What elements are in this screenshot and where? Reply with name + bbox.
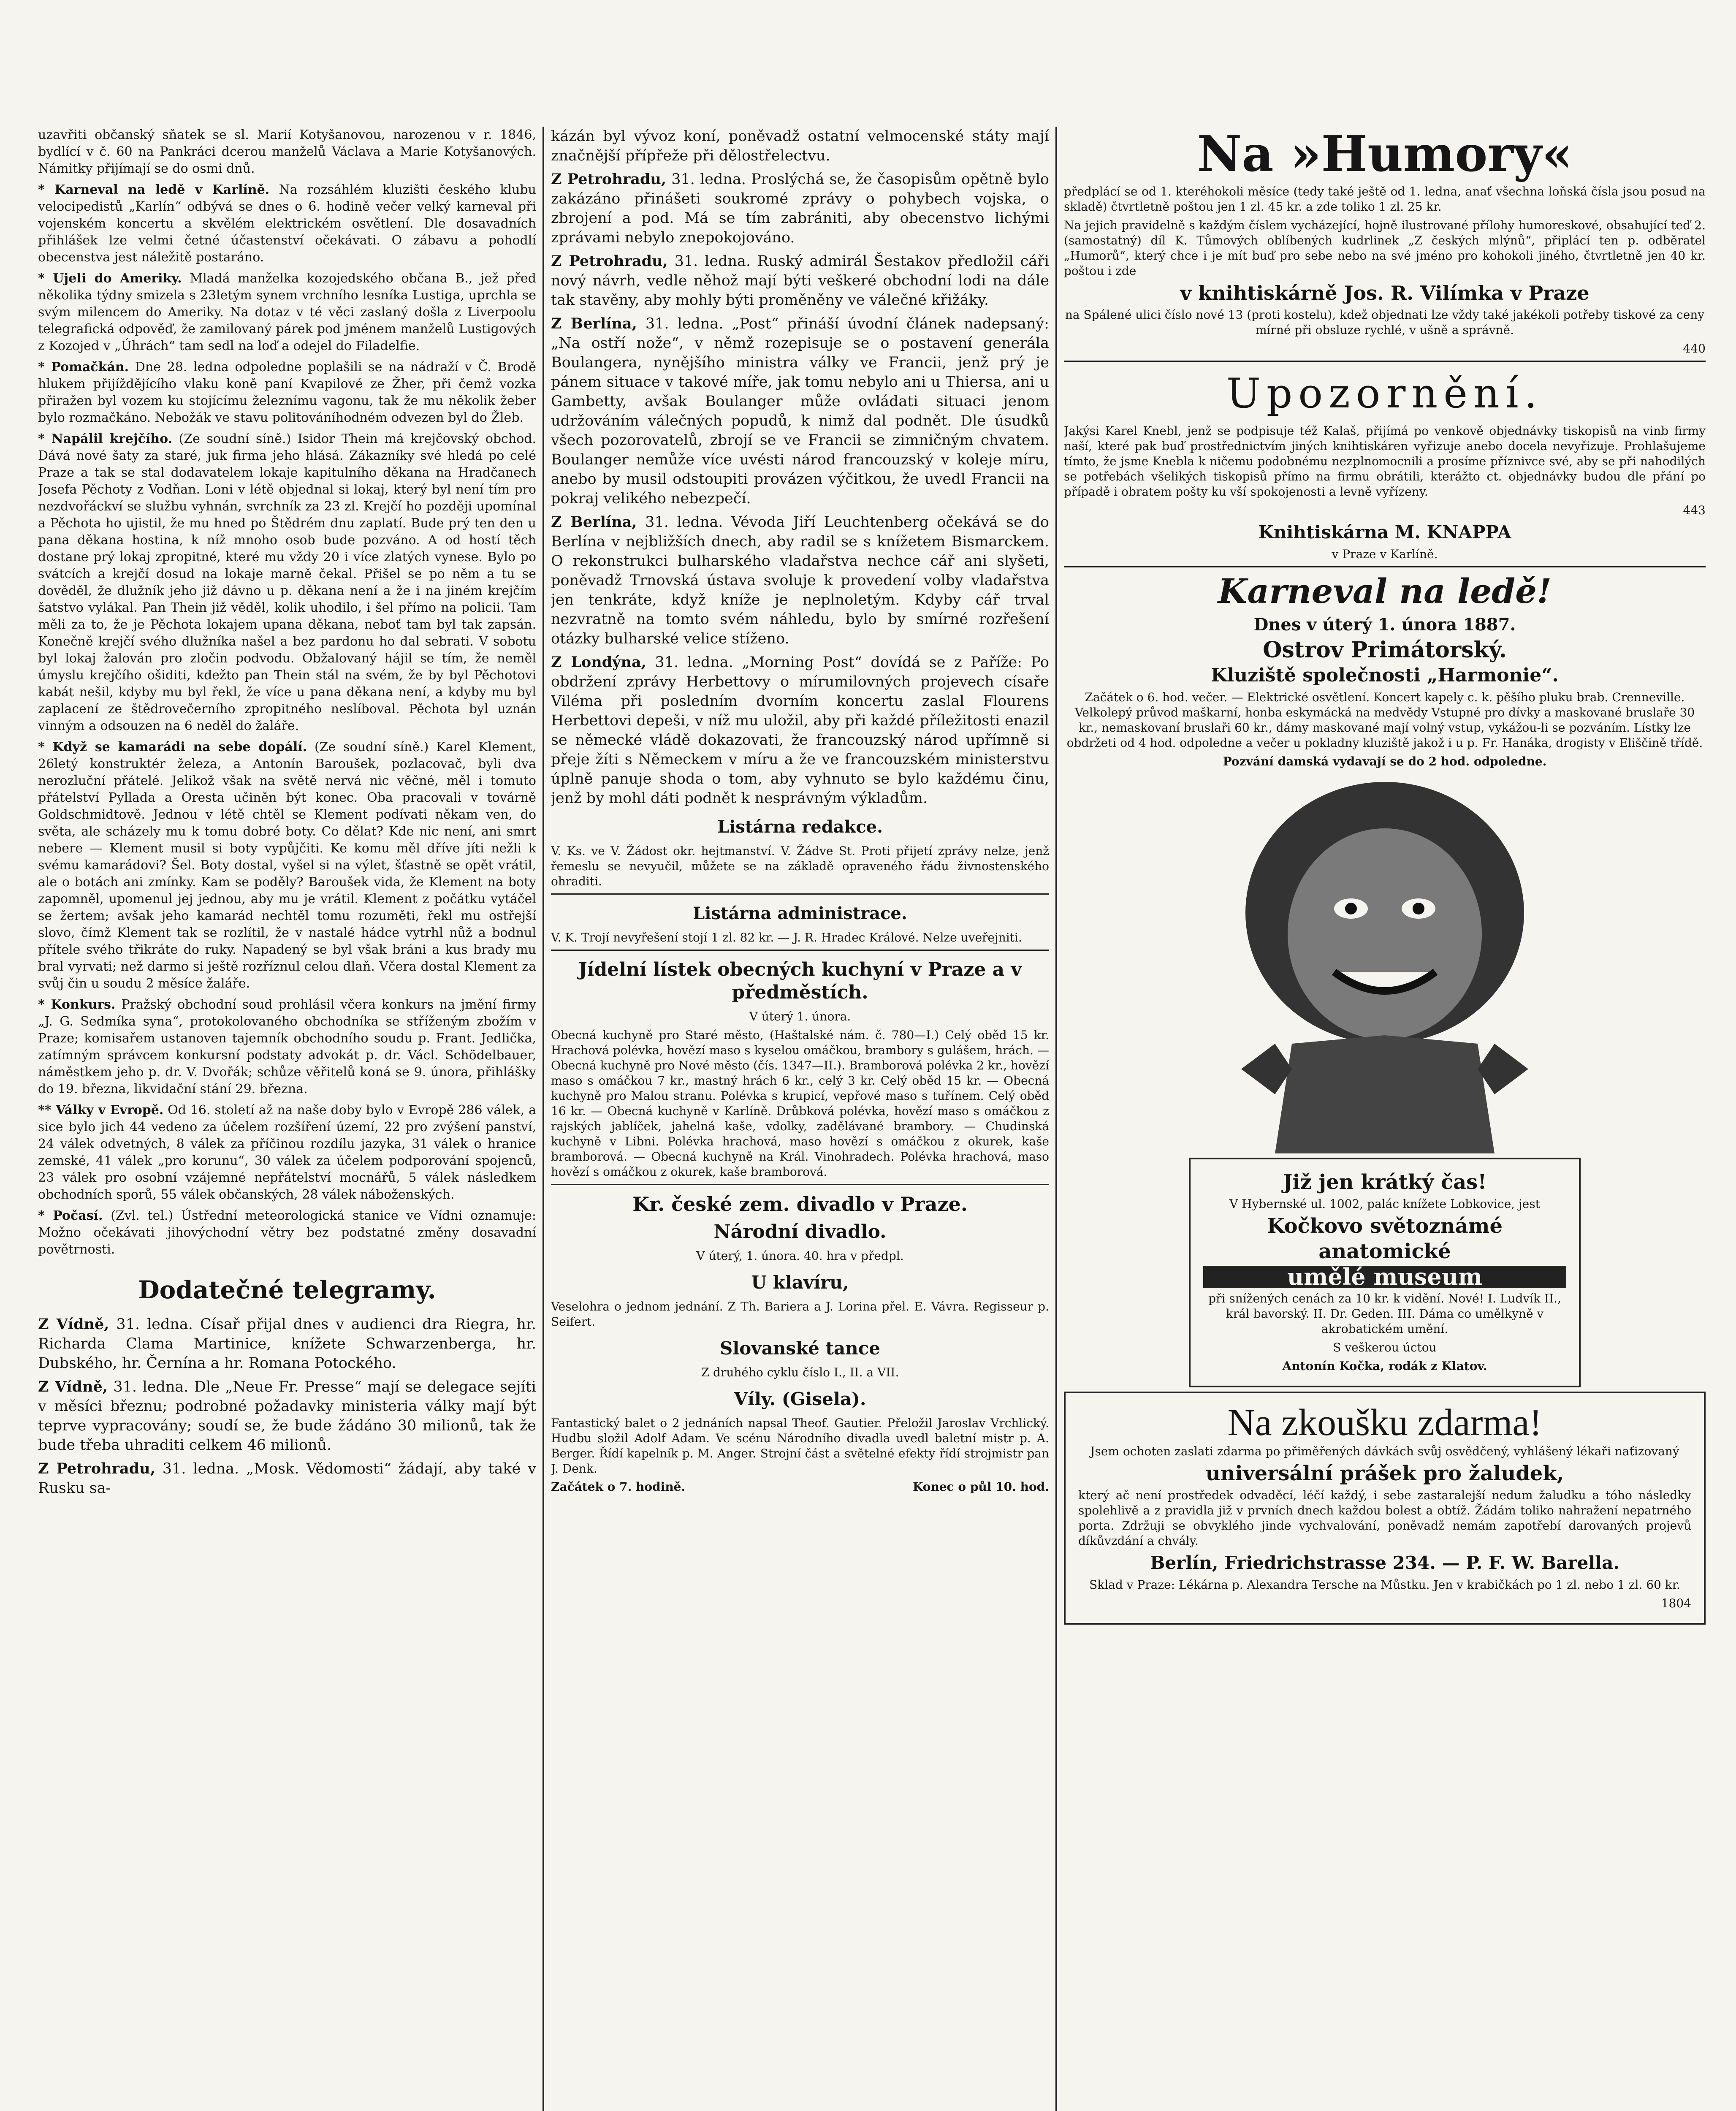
news-item <box>38 182 536 266</box>
news-item-text: (Ze soudní síně.) Karel Klement, 26letý konstruktér železa, a Antonín Baroušek, pozlacovač, byli dva nerozluční přátelé. Jelikož však na světě nervá nic věčné, měl i tomuto přátelství Pyllada a Oresta učiněn být konec. Oba pracovali v továrně Goldschmidtově. Jednou v létě chtěl se Klement podívati někam ven, do světa, ale scházely mu k tomu dobré boty. Co dělat? Kde nic není, ani smrt nebere — Klement musil si boty vypůjčiti. Ke komu měl dříve jíti nežli k svému kamarádovi? Šel. Boty dostal, vyšel si na výlet, šťastně se opět vrátil, ale o botách ani zmínky. Kam se poděly? Baroušek vida, že Klement na boty zapomněl, upomenul jej jednou, aby mu je vrátil. Klement z počátku vytáčel se žertem; avšak jeho kamarád nechtěl tomu rozuměti, řekl mu ostřejší slovo, čímž Klement tak se rozlítil, že v nastalé hádce vytrhl nůž a bodnul přítele svého třikráte do ruky. Napadený se byl však bráni a kus brady mu bral vyrvati; než darmo si ještě rozříznul celou dlaň. Včera dostal Klement za svůj čin u soudu 2 měsíce žaláře. <box>38 740 536 991</box>
news-item <box>38 127 536 177</box>
telegram-place: Z Vídně, <box>38 1316 109 1333</box>
telegram-place: Z Petrohradu, <box>551 171 667 188</box>
ad-number: 440 <box>1683 342 1706 355</box>
telegram-place: Z Vídně, <box>38 1378 108 1395</box>
telegrams-heading: Dodatečné telegramy. <box>138 1275 436 1304</box>
telegram-text: 31. ledna. Dle „Neue Fr. Presse“ mají se delegace sejíti v měsíci březnu; podrobné požadavky ministeria války mají být teprve vypracovány; soudí se, že bude žádáno 30 milionů, tak že bude třeba uhraditi celkem 46 milionů. <box>38 1378 536 1454</box>
play-description: Veselohra o jednom jednání. Z Th. Bariera a J. Lorina přel. E. Vávra. Regisseur p. Seifert. <box>551 1300 1049 1329</box>
jidelni-listek-heading: Jídelní lístek obecných kuchyní v Praze a v předměstích. <box>578 959 1022 1003</box>
upozorneni-text: Jakýsi Karel Knebl, jenž se podpisuje též Kalaš, přijímá po venkově objednávky tiskopisů na vinb firmy naší, které pak buď prostřednictvím jiných knihtiskáren vyřizuje anebo docela nevyřizuje. Prohlašujeme tímto, že jsme Knebla k ničemu podobnému nezplnomocnili a prosíme příznivce své, aby se při nahodilých se potřebách všelikých tiskopisů přímo na firmu obrátili, kterážto ct. objednávky budou dle přání po případě i obratem pošty ku vší spokojenosti a levně vyřízeny. <box>1064 424 1706 499</box>
telegram-text: 31. ledna. „Post“ přináší úvodní článek nadepsaný: „Na ostří nože“, v němž rozepisuje se o postavení generála Boulangera, nynějšího ministra války ve Francii, jenž prý je pánem situace v takové míře, jak tomu nebylo ani u Thiersa, ani u Gambetty, avšak Boulanger může ovládati situaci jenom udržováním válečných popudů, k nimž dal podnět. Dle úsudků všech pozorovatelů, zbrojí se ve Francii se zimničným chvatem. Boulanger nemůže více uvésti národ francouzský v koleje míru, anebo by musil odstoupiti provázen výčitkou, že uvedl Francii na pokraj velikého nebezpečí. <box>551 315 1049 507</box>
theatre-subheading: Národní divadlo. <box>713 1221 887 1243</box>
telegram-item <box>551 653 1049 808</box>
news-item-text: uzavřiti občanský sňatek se sl. Marií Kotyšanovou, narozenou v r. 1846, bydlící v č. 60 na Pankráci dcerou manželů Václava a Marie Kotyšanových. Námitky přijímají se do osmi dnů. <box>38 128 536 176</box>
news-item-text: Od 16. století až na naše doby bylo v Evropě 286 válek, a sice bylo jich 44 vedeno za účelem rozšíření území, 22 pro zvýšení panství, 24 válek odvetných, 8 válek za příčinou rozdílu jazyka, 31 válek o hranice zemské, 41 válek „pro korunu“, 30 válek za účelem podporování spojenců, 23 válek pro osobní vzájemné nepřátelství mocnářů, 5 válek následkem obchodních sporů, 55 válek občanských, 28 válek náboženských. <box>38 1103 536 1202</box>
theatre-end: Konec o půl 10. hod. <box>913 1480 1049 1494</box>
ad-number: 1804 <box>1661 1596 1691 1610</box>
jidelni-listek-day: V úterý 1. února. <box>749 1009 851 1023</box>
telegram-text: 31. ledna. Císař přijal dnes v audienci dra Riegra, hr. Richarda Clama Martinice, knížete Schwarzenberga, hr. Dubského, hr. Černína a hr. Romana Potockého. <box>38 1316 536 1372</box>
humory-banner: Na »Humory« <box>1197 127 1573 183</box>
news-item <box>38 1102 536 1203</box>
karneval-text: Začátek o 6. hod. večer. — Elektrické osvětlení. Koncert kapely c. k. pěšího pluku brab. Crenneville. Velkolepý průvod maškarní, honba eskymácká na medvědy Vstupné pro dívky a maskované bruslaře 30 kr., nemaskovaní bruslaři 60 kr., dámy maskované mají volný vstup, vykážou-li se pozváním. Lístky lze obdržeti od 4 hod. odpoledne a večer u pokladny kluziště jakož i u p. Fr. Hanáka, drogisty v Eliščině třídě. <box>1066 690 1703 750</box>
telegram-place: Z Petrohradu, <box>551 252 668 270</box>
telegram-place: Z Petrohradu, <box>38 1460 155 1477</box>
play-title: Slovanské tance <box>720 1338 880 1359</box>
news-item-lead: * Počasí. <box>38 1208 103 1223</box>
theatre-heading: Kr. české zem. divadlo v Praze. <box>632 1193 968 1216</box>
telegram-place: Z Londýna, <box>551 654 646 671</box>
karneval-date: Dnes v úterý 1. února 1887. <box>1253 615 1516 635</box>
museum-name: umělé museum <box>1203 1266 1566 1288</box>
news-item-lead: * Ujeli do Ameriky. <box>38 271 182 286</box>
news-item <box>38 739 536 992</box>
news-item <box>38 431 536 735</box>
listarna-admin-heading: Listárna administrace. <box>693 904 907 923</box>
listarna-admin-text: V. K. Trojí nevyřešení stojí 1 zl. 82 kr. — J. R. Hradec Králové. Nelze uveřejniti. <box>551 931 1022 944</box>
telegram-item <box>551 170 1049 247</box>
firm-location: v Praze v Karlíně. <box>1332 547 1438 561</box>
telegram-list <box>38 1315 536 1498</box>
museum-line: Již jen krátký čas! <box>1283 1170 1487 1194</box>
play-title: U klavíru, <box>751 1272 849 1293</box>
listarna-redakce-text: V. Ks. ve V. Žádost okr. hejtmanství. V. Žádve St. Proti přijetí zprávy nelze, jenž řemeslu se nevyučil, můžete se na základě opraveného řádu živnostenského ohraditi. <box>551 844 1049 888</box>
news-item <box>38 359 536 426</box>
museum-line: Kočkovo světoznámé <box>1267 1214 1503 1238</box>
news-item-text: Pražský obchodní soud prohlásil včera konkurs na jmění firmy „J. G. Sedmíka syna“, protokolovaného obchodníka se stříženým zbožím v Praze; komisařem ustanoven tajemník obchodního soudu p. Frant. Jedlička, zatímným správcem konkursní podstaty advokát p. dr. Václ. Schödelbauer, náměstkem jeho p. dr. V. Dvořák; schůze věřitelů koná se 9. února, přihlášky do 19. března, likvidační stání 29. března. <box>38 997 536 1096</box>
telegram-item <box>551 314 1049 508</box>
column-middle <box>551 127 1049 2111</box>
telegram-place: Z Berlína, <box>551 315 637 332</box>
telegram-item <box>38 1377 536 1455</box>
news-items <box>38 127 536 1258</box>
karneval-note: Pozvání damská vydavají se do 2 hod. odpoledne. <box>1223 754 1547 768</box>
play-description: Z druhého cyklu číslo I., II. a VII. <box>701 1365 899 1379</box>
telegram-text: 31. ledna. Ruský admirál Šestakov předložil cáři nový návrh, vedle něhož mají býti veškeré obchodní lodi na dále tak stavěny, aby mohly býti proměněny ve válečné křižáky. <box>551 253 1049 309</box>
play-description: Fantastický balet o 2 jednáních napsal Theof. Gautier. Přeložil Jaroslav Vrchlický. Hudbu složil Adolf Adam. Ve scénu Národního divadla uvedl baletní mistr p. A. Berger. Řídí kapelník p. M. Anger. Strojní část a světelné efekty řídí strojmistr pan J. Denk. <box>551 1416 1049 1476</box>
newspaper-page <box>38 127 1706 2111</box>
news-item-text: Na rozsáhlém kluzišti českého klubu velocipedistů „Karlín“ odbývá se dnes o 6. hodině večer velký karneval při vojenském koncertu a skvělém elektrickém osvětlení. Dle dosavadních přihlášek lze velmi četné účastenství očekávati. O zábavu a pohodlí obecenstva jest náležitě postaráno. <box>38 182 536 265</box>
news-item-lead: * Karneval na ledě v Karlíně. <box>38 182 270 197</box>
news-item-text: (Zvl. tel.) Ústřední meteorologická stanice ve Vídni oznamuje: Možno očekávati jihovýchodní větry bez podstatné změny dosavadní povětrnosti. <box>38 1208 536 1257</box>
telegram-text: 31. ledna. „Morning Post“ dovídá se z Paříže: Po obdržení zprávy Herbettovy o mírumilovných projevech císaře Viléma při posledním dvorním koncertu zaslal Flourens Herbettovi depeši, v níž mu uložil, aby při každé příležitosti enazil se německé vládě dokazovati, že francouzský národ upřímně si přeje žíti s Německem v míru a že ve francouzském ministerstvu úplně panuje shoda o tom, aby vyhnuto se bylo každému činu, jenž by mohl dáti podnět k nesprávným výkladům. <box>551 654 1049 807</box>
news-item <box>38 996 536 1098</box>
printer-name: v knihtiskárně Jos. R. Vilímka v Praze <box>1180 282 1590 304</box>
humory-text: předplácí se od 1. kteréhokoli měsíce (tedy také ještě od 1. ledna, anať všechna loňská čísla jsou posud na skladě) čtvrtletně poštou jen 1 zl. 45 kr. a zde toliko 1 zl. 25 kr. <box>1064 185 1706 214</box>
telegram-text: kázán byl vývoz koní, poněvadž ostatní velmocenské státy mají značnější přípřeže při dělostřelectvu. <box>551 128 1049 164</box>
news-item-lead: ** Války v Evropě. <box>38 1103 164 1118</box>
museum-address: V Hybernské ul. 1002, palác knížete Lobkovice, jest <box>1229 1197 1540 1211</box>
museum-text: při snížených cenách za 10 kr. k vidění. Nové! I. Ludvík II., král bavorský. II. Dr. Geden. III. Dáma co umělkyně v akrobatickém umění. <box>1208 1292 1561 1336</box>
divider <box>1064 566 1706 567</box>
column-left <box>38 127 536 2111</box>
zkousku-text: Jsem ochoten zaslati zdarma po přiměřených dávkách svůj osvědčený, vyhlášený lékaři naťizovaný <box>1090 1444 1679 1458</box>
telegram-item <box>38 1315 536 1373</box>
telegram-text: 31. ledna. „Mosk. Vědomosti“ žádají, aby také v Rusku sa- <box>38 1460 536 1497</box>
karneval-place: Ostrov Primátorský. <box>1263 637 1507 663</box>
divider <box>551 1184 1049 1185</box>
column-ads <box>1064 127 1706 2111</box>
museum-signature: Antonín Kočka, rodák z Klatov. <box>1282 1359 1487 1373</box>
theatre-date: V úterý, 1. února. 40. hra v předpl. <box>696 1249 904 1263</box>
telegram-item <box>551 127 1049 166</box>
telegram-list-continued <box>551 127 1049 808</box>
divider <box>551 893 1049 895</box>
printer-text: na Spálené ulici číslo nové 13 (proti kostelu), kdež objednati lze vždy také jakékoli potřeby tiskové za ceny mírné při obsluze rychlé, v ušně a správně. <box>1065 308 1705 337</box>
news-item-lead: * Napálil krejčího. <box>38 431 173 446</box>
telegram-text: 31. ledna. Proslýchá se, že časopisům opětně bylo zakázáno přinášeti soukromé zprávy o pohybech vojska, o zbrojení a pod. Má se tím zabrániti, aby obecenstvo lichými zprávami nebylo znepokojováno. <box>551 171 1049 246</box>
theatre-start: Začátek o 7. hodině. <box>551 1480 686 1494</box>
divider <box>551 950 1049 951</box>
telegram-item <box>38 1459 536 1498</box>
museum-face-illustration <box>1115 773 1655 1153</box>
zkousku-product: universální prášek pro žaludek, <box>1205 1462 1564 1485</box>
theatre-times <box>551 1480 1049 1494</box>
museum-signature: S veškerou úctou <box>1333 1340 1437 1354</box>
zkousku-title: Na zkoušku zdarma! <box>1227 1402 1542 1444</box>
news-item <box>38 1207 536 1258</box>
museum-ad <box>1189 1158 1581 1387</box>
upozorneni-banner: Upozornění. <box>1226 370 1543 417</box>
news-item-text: Dne 28. ledna odpoledne poplašili se na nádraží v Č. Brodě hlukem přijíždějícího vlaku koně paní Kvapilové ze Žher, při čemž vozka přiražen byl vozem ku stojícímu železnímu vagonu, tak že mu několik žeber bylo rozmačkáno. Nebožák ve stavu politováníhodném odvezen byl do Žleb. <box>38 360 536 425</box>
zkousku-sklad: Sklad v Praze: Lékárna p. Alexandra Tersche na Můstku. Jen v krabičkách po 1 zl. nebo 1 zl. 60 kr. <box>1089 1578 1680 1592</box>
news-item-lead: * Pomačkán. <box>38 360 129 374</box>
zkousku-ad <box>1064 1392 1706 1625</box>
telegram-item <box>551 513 1049 648</box>
jidelni-listek-text: Obecná kuchyně pro Staré město, (Haštalské nám. č. 780—I.) Celý oběd 15 kr. Hrachová polévka, hovězí maso s kyselou omáčkou, brambory s gulášem, hrách. — Obecná kuchyně pro Nové město (čís. 1347—II.). Bramborová polévka 2 kr., hovězí maso s omáčkou 7 kr., mastný hrách 6 kr., celý 3 kr. Celý oběd 15 kr. — Obecná kuchyně pro Malou stranu. Polévka s krupicí, vepřové maso s tuřínem. Celý oběd 16 kr. — Obecná kuchyně v Karlíně. Drůbková polévka, hovězí maso s omáčkou z rajských jablíček, jahelná kaše, vdolky, zadělávané brambory. — Chudinská kuchyně v Libni. Polévka hrachová, maso hovězí s omáčkou z okurek, kaše bramborová. — Obecná kuchyně na Král. Vinohradech. Polévka hrachová, maso hovězí s omáčkou z okurek, kaše bramborová. <box>551 1028 1049 1179</box>
listarna-redakce-heading: Listárna redakce. <box>717 817 883 837</box>
museum-line: anatomické <box>1318 1240 1451 1263</box>
news-item-text: (Ze soudní síně.) Isidor Thein má krejčovský obchod. Dává nové šaty za staré, juk firma jeho hlásá. Zákazníky své hledá po celé Praze a tak se stal dodavatelem lokaje kapitulního děkana na Hradčanech Josefa Pěchoty z Vodňan. Loni v létě objednal si lokaj, který byl není tím pro nezdvořáckví se službu vyhnán, svrchník za 23 zl. Krejčí ho později upomínal a Pěchota ho ujistil, že mu hned po Štědrém dnu zaplatí. Bude prý ten den u pana děkana hostina, k níž mnoho osob bude pozváno. A od hostí těch dostane prý lokaj zpropitné, které mu vždy 20 i více zlatých vynese. Bylo po svátcích a krejčí dosud na lokaje marně čekal. Přišel se po něm a tu se dověděl, že dlužník jeho již dávno u p. děkana není a že i na jiném krejčím šatstvo vylákal. Pan Thein již věděl, kolik uhodilo, i šel přímo na policii. Tam měli za to, že je Pěchota lokajem upana děkana, neboť tam byl tak zapsán. Konečně krejčí svého dlužníka našel a bez pardonu ho dal sebrati. V sobotu byl lokaj žalován pro zločin podvodu. Obžalovaný hájil se tím, že neměl úmyslu krejčího ošiditi, kdežto pan Thein stál na svém, že by byl Pěchotovi kabát nešil, kdyby mu byl řekl, že více u pana děkana není, a kdyby mu byl zaplacení ze štědrovečerního zpropitného neslíboval. Pěchota byl uznán vinným a odsouzen na 6 neděl do žaláře. <box>38 431 536 733</box>
telegram-text: 31. ledna. Vévoda Jiří Leuchtenberg očekává se do Berlína v nejbližších dnech, aby radil se s knížetem Bismarckem. O rekonstrukci bulharského vladařstva nechce cář ani slyšeti, poněvadž Trnovská ústava svoluje k provedení volby vladařstva jen tenkráte, když kníže je neplnoletým. Kdyby cář trval nezvratně na tomto svém náhledu, bylo by smírné rozřešení otázky bulharské velice stíženo. <box>551 514 1049 647</box>
news-item-text: Mladá manželka kozojedského občana B., jež před několika týdny smizela s 23letým synem vrchního lesníka Lustiga, uprchla se svým milencem do Ameriky. Na dotaz v té věci zaslaný došla z Liverpoolu telegrafická odpověď, že zamilovaný párek pod jménem manželů Lustigových z Kozojed v „Úhrách“ tam sedl na loď a odejel do Filadelfie. <box>38 271 536 353</box>
divider <box>1064 361 1706 362</box>
telegram-place: Z Berlína, <box>551 513 637 531</box>
ad-number: 443 <box>1683 503 1706 517</box>
karneval-club: Kluziště společnosti „Harmonie“. <box>1211 665 1559 686</box>
news-item-lead: * Konkurs. <box>38 997 116 1012</box>
play-title: Víly. (Gisela). <box>734 1389 866 1409</box>
zkousku-text-2: který ač není prostředek odvaděcí, léčí každý, i sebe zastaralejší nedum žaludku a tóho následky spolehlivě a z pravidla již v prvních dnech každou bolest a obtíž. Žádám toliko nahražení nepatrného porta. Zdržuji se obvyklého jinde vychvalování, poněvadž nemám zapotřebí darovaných projevů díkůvzdání a chvály. <box>1078 1488 1691 1548</box>
zkousku-address: Berlín, Friedrichstrasse 234. — P. F. W. Barella. <box>1150 1552 1619 1573</box>
firm-name: Knihtiskárna M. KNAPPA <box>1258 522 1511 543</box>
column-divider <box>1055 127 1057 2111</box>
karneval-banner: Karneval na ledě! <box>1218 571 1552 611</box>
humory-text-2: Na jejich pravidelně s každým číslem vycházející, hojně ilustrované přílohy humoreskové, obsahující teď 2. (samostatný) díl K. Tůmových oblíbených kudrlinek „Z českých mlýnů“, připlácí ten p. odběratel „Humorů“, který chce i je mít buď pro sebe nebo na své jméno pro kohokoli jiného, čtvrtletně jen 40 kr. poštou i zde <box>1064 218 1706 278</box>
column-divider <box>542 127 544 2111</box>
telegram-item <box>551 252 1049 310</box>
news-item <box>38 270 536 355</box>
news-item-lead: * Když se kamarádi na sebe dopálí. <box>38 740 307 754</box>
